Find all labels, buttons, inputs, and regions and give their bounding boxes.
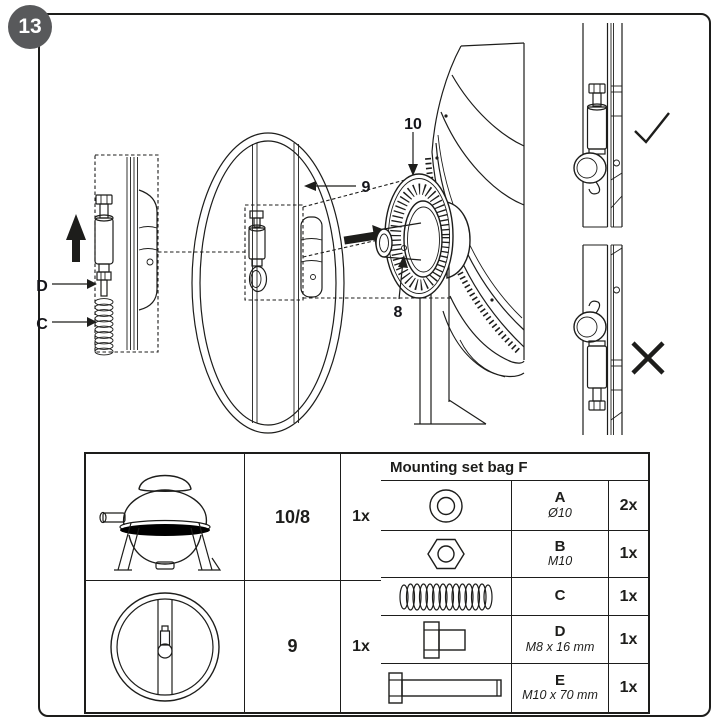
bolt-long-icon [381, 664, 512, 712]
parts-table-left [86, 454, 381, 712]
up-arrow-icon [66, 214, 86, 262]
parts-table [84, 452, 650, 714]
svg-text:10: 10 [404, 116, 422, 133]
part-label-a: A Ø10 [512, 481, 609, 530]
incorrect-orientation-panel [574, 245, 663, 435]
wheel-image-cell [86, 581, 245, 712]
bolt-short-icon [381, 616, 512, 663]
svg-text:9: 9 [361, 179, 371, 196]
svg-text:D: D [36, 278, 48, 295]
wheel-part [192, 133, 344, 433]
svg-text:C: C [36, 316, 48, 333]
part-qty-b: 1x [619, 545, 638, 562]
part-label-e: E M10 x 70 mm [512, 664, 609, 712]
qty-9: 1x [352, 637, 370, 655]
svg-text:8: 8 [393, 304, 403, 321]
step-number: 13 [18, 15, 42, 38]
label-9 [304, 179, 371, 196]
part-qty-c: 1x [619, 587, 638, 605]
mounting-set-title: Mounting set bag F [381, 454, 648, 481]
part-row-d [381, 616, 648, 664]
part-row-c [381, 578, 648, 616]
cross-icon [633, 343, 663, 373]
correct-orientation-panel [574, 23, 669, 227]
part-row-b [381, 531, 648, 578]
part-row-a [381, 481, 648, 531]
mounting-set-table [381, 454, 648, 712]
label-10 [404, 116, 422, 176]
bolt-d-part [97, 272, 111, 296]
part-qty-e: 1x [619, 679, 638, 696]
part-label-c: C [512, 578, 609, 615]
latch-detail-callout [66, 155, 158, 355]
nut-icon [381, 531, 512, 577]
part-label-d: D M8 x 16 mm [512, 616, 609, 663]
qty-cell-9 [341, 581, 381, 712]
step-number-badge [8, 5, 52, 49]
wheel-icon [100, 585, 230, 709]
part-qty-d: 1x [619, 630, 638, 648]
qty-10-8: 1x [352, 508, 370, 525]
washer-icon [381, 481, 512, 530]
mixer-drum-image-cell [86, 454, 245, 581]
part-row-e [381, 664, 648, 712]
part-label-b: B M10 [512, 531, 609, 577]
ref-cell-10-8 [245, 454, 341, 581]
label-d [36, 278, 97, 295]
mixer-drum-icon [90, 457, 240, 577]
label-c [36, 316, 97, 333]
ref-cell-9 [245, 581, 341, 712]
spring-icon [381, 578, 512, 615]
qty-cell-10-8 [341, 454, 381, 581]
spring-part [95, 299, 113, 355]
hub-part [385, 174, 453, 298]
check-icon [635, 113, 669, 142]
ref-9: 9 [287, 636, 298, 656]
ref-10-8: 10/8 [274, 506, 311, 527]
part-qty-a: 2x [619, 496, 638, 514]
